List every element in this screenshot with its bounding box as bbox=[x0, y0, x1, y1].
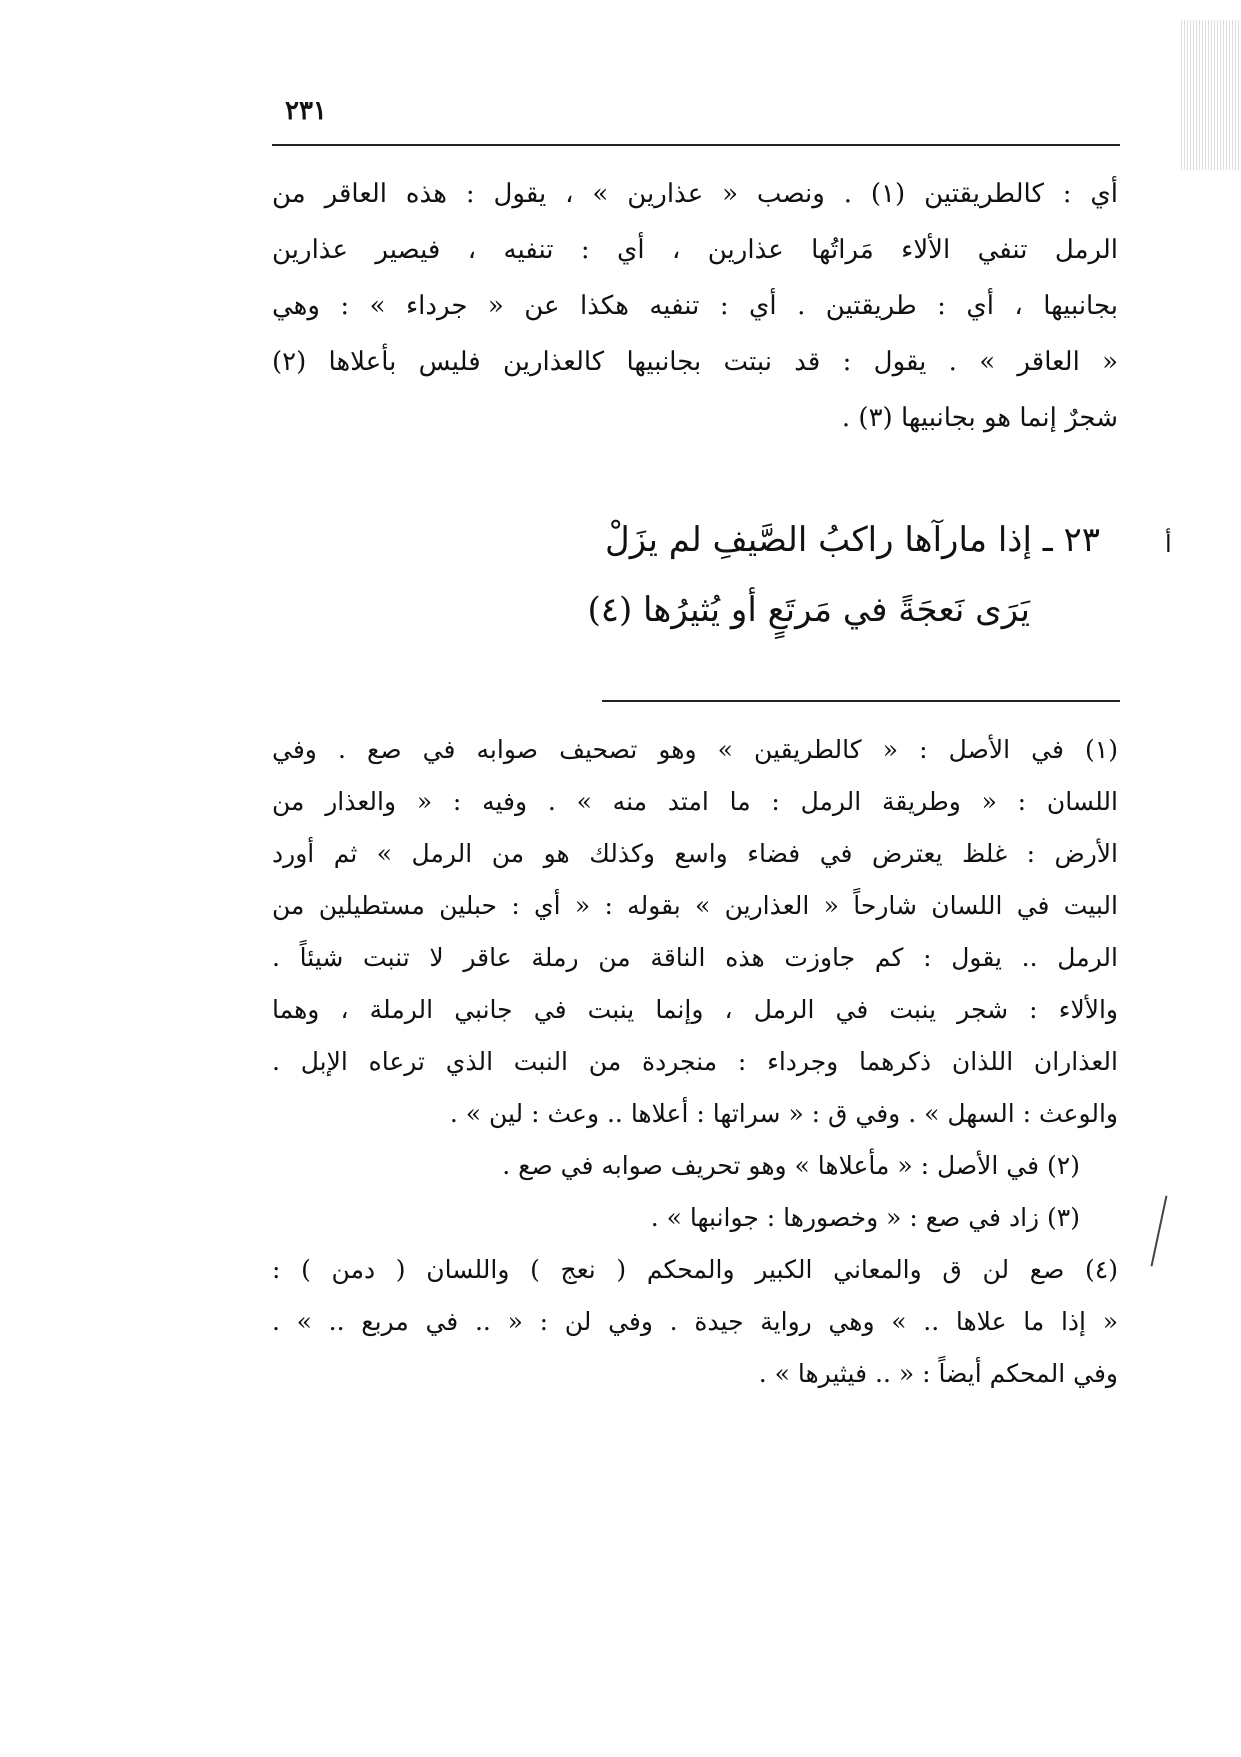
header-rule bbox=[272, 144, 1120, 146]
footnote-line: وفي المحكم أيضاً : « .. فيثيرها » . bbox=[758, 1359, 1118, 1388]
footnote-line: البيت في اللسان شارحاً « العذارين » بقوله : « أي : حبلين مستطيلين من bbox=[272, 891, 1118, 920]
footnote-line: الأرض : غلظ يعترض في فضاء واسع وكذلك هو من الرمل » ثم أورد bbox=[272, 839, 1118, 868]
footnote-line: اللسان : « وطريقة الرمل : ما امتد منه » . وفيه : « والعذار من bbox=[272, 787, 1118, 816]
footnote-line: والوعث : السهل » . وفي ق : « سراتها : أعلاها .. وعث : لين » . bbox=[449, 1099, 1118, 1128]
page-number: ٢٣١ bbox=[285, 96, 327, 126]
footnotes bbox=[272, 724, 1118, 1400]
verse-line-1: ٢٣ ـ إذا مارآها راكبُ الصَّيفِ لم يزَلْ bbox=[605, 520, 1100, 560]
scan-scratch-artifact bbox=[1151, 1196, 1168, 1267]
verse-line-2: يَرَى نَعجَةً في مَرتَعٍ أو يُثيرُها (٤) bbox=[587, 590, 1030, 630]
verse-marker: أ bbox=[1165, 530, 1172, 558]
commentary-line: شجرٌ إنما هو بجانبيها (٣) . bbox=[841, 403, 1118, 433]
footnote-rule bbox=[602, 700, 1120, 702]
footnote-line: (١) في الأصل : « كالطريقين » وهو تصحيف صوابه في صع . وفي bbox=[272, 735, 1118, 764]
commentary-line: الرمل تنفي الألاء مَراتُها عذارين ، أي : تنفيه ، فيصير عذارين bbox=[272, 235, 1118, 265]
footnote-1 bbox=[272, 724, 1118, 1140]
footnote-line: « إذا ما علاها .. » وهي رواية جيدة . وفي لن : « .. في مربع .. » . bbox=[272, 1307, 1118, 1336]
footnote-4 bbox=[272, 1244, 1118, 1400]
footnote-line: الرمل .. يقول : كم جاوزت هذه الناقة من رملة عاقر لا تنبت شيئاً . bbox=[272, 943, 1118, 972]
footnote-line: العذاران اللذان ذكرهما وجرداء : منجردة من النبت الذي ترعاه الإبل . bbox=[272, 1047, 1118, 1076]
scan-edge-artifact bbox=[1181, 20, 1241, 170]
footnote-line: والألاء : شجر ينبت في الرمل ، وإنما ينبت في جانبي الرملة ، وهما bbox=[272, 995, 1118, 1024]
footnote-2: (٢) في الأصل : « مأعلاها » وهو تحريف صوابه في صع . bbox=[502, 1151, 1080, 1180]
commentary-line: « العاقر » . يقول : قد نبتت بجانبيها كالعذارين فليس بأعلاها (٢) bbox=[272, 347, 1118, 377]
footnote-3: (٣) زاد في صع : « وخصورها : جوانبها » . bbox=[650, 1203, 1080, 1232]
commentary-line: بجانبيها ، أي : طريقتين . أي : تنفيه هكذا عن « جرداء » : وهي bbox=[272, 291, 1118, 321]
commentary-text bbox=[272, 166, 1118, 446]
commentary-line: أي : كالطريقتين (١) . ونصب « عذارين » ، يقول : هذه العاقر من bbox=[272, 179, 1118, 209]
footnote-line: (٤) صع لن ق والمعاني الكبير والمحكم ( نعج ) واللسان ( دمن ) : bbox=[272, 1255, 1118, 1284]
